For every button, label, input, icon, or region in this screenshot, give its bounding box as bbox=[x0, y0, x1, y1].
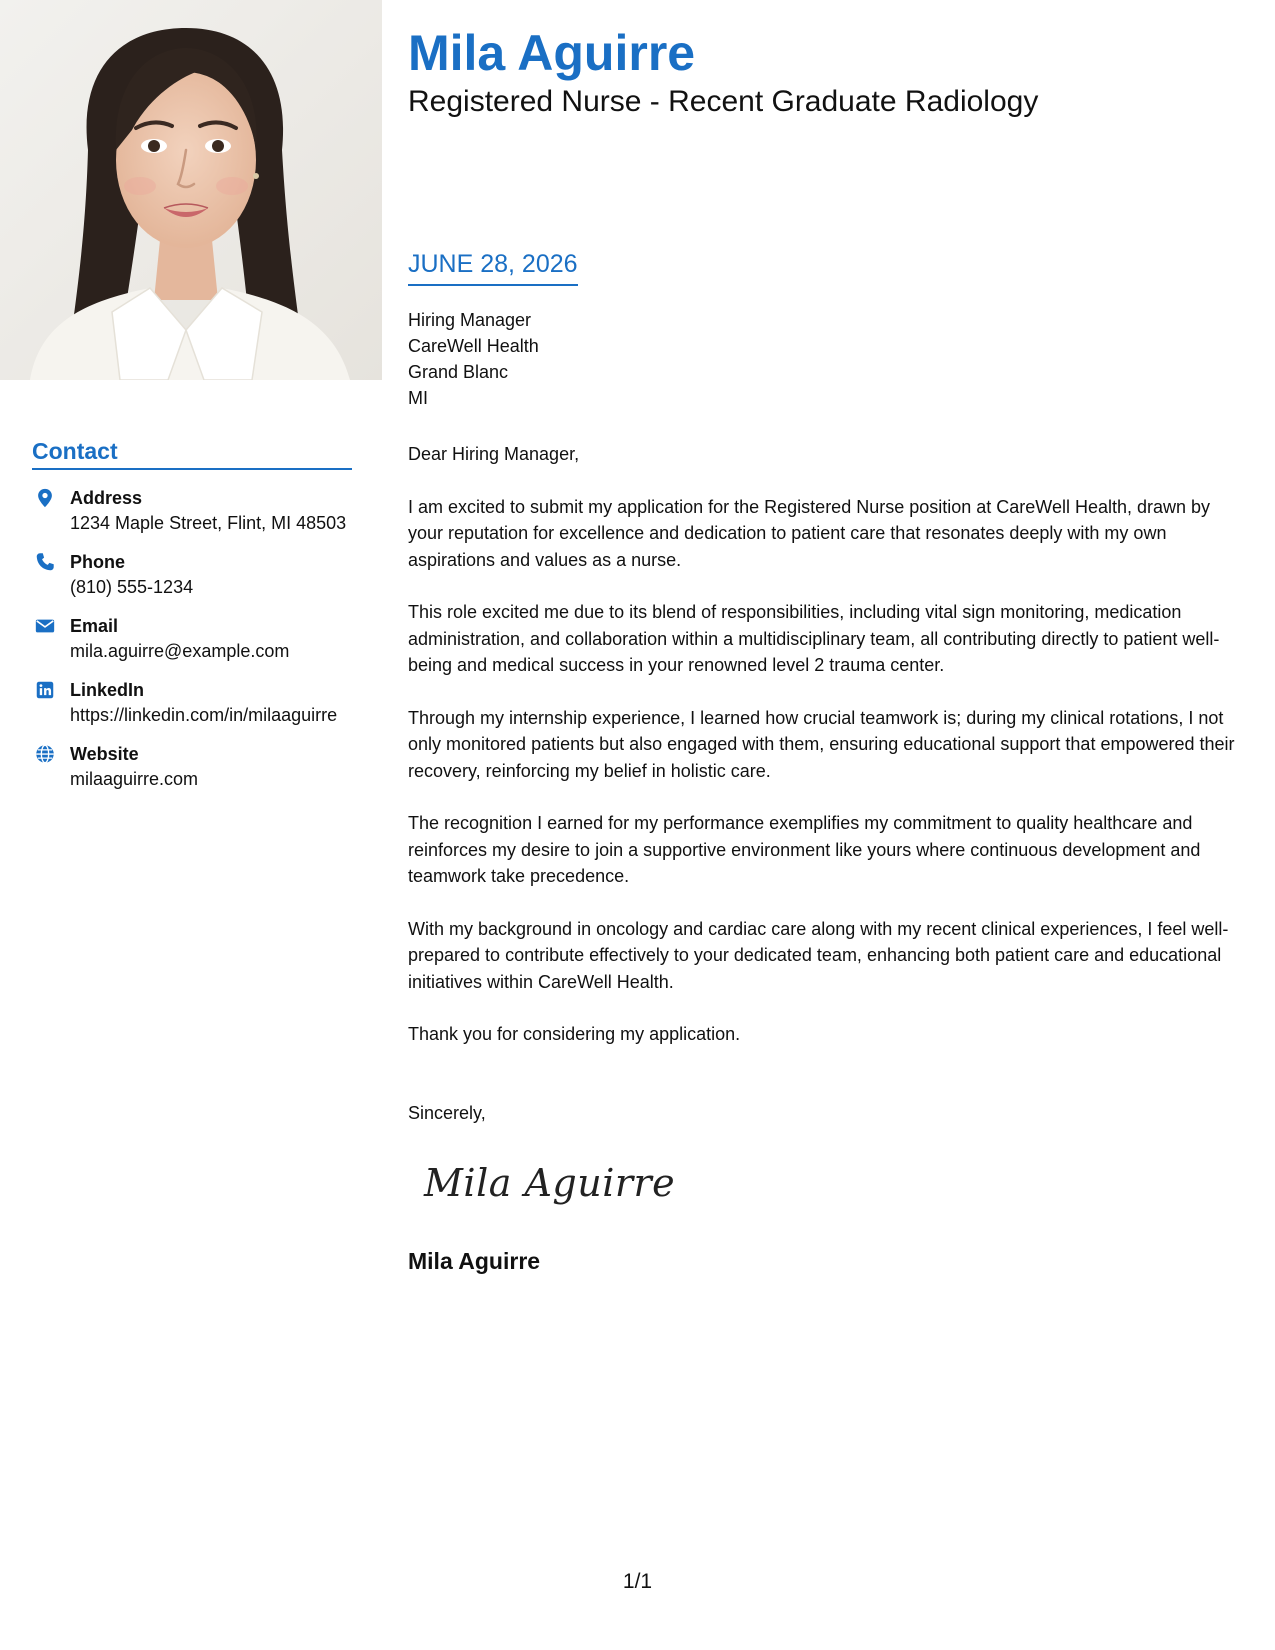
sidebar bbox=[0, 0, 382, 1650]
recipient-line: MI bbox=[408, 388, 428, 408]
phone-icon bbox=[34, 551, 56, 573]
recipient-line: Grand Blanc bbox=[408, 362, 509, 382]
salutation: Dear Hiring Manager, bbox=[408, 444, 580, 464]
letter-paragraph: With my background in oncology and cardiac care along with my recent clinical experiences, I feel well-prepared to contribute effectively to your dedicated team, enhancing both patient care and educational initiatives within CareWell Health. bbox=[408, 918, 1229, 992]
letter-date: JUNE 28, 2026 bbox=[408, 248, 578, 286]
contact-website bbox=[32, 742, 352, 792]
contact-phone bbox=[32, 550, 352, 600]
recipient-line: CareWell Health bbox=[408, 336, 539, 356]
linkedin-icon bbox=[34, 679, 56, 701]
contact-label: Address bbox=[70, 488, 143, 508]
recipient-line: Hiring Manager bbox=[408, 310, 532, 330]
job-title: Registered Nurse - Recent Graduate Radiology bbox=[408, 85, 1039, 118]
profile-photo bbox=[0, 0, 382, 380]
phone-value[interactable]: (810) 555-1234 bbox=[70, 577, 194, 597]
contact-linkedin bbox=[32, 678, 352, 728]
contact-section bbox=[32, 436, 352, 806]
location-pin-icon bbox=[34, 487, 56, 509]
contact-email bbox=[32, 614, 352, 664]
contact-address bbox=[32, 486, 352, 536]
globe-icon bbox=[34, 743, 56, 765]
page-number: 1/1 bbox=[622, 1570, 653, 1593]
letter-paragraph: The recognition I earned for my performance exemplifies my commitment to quality healthcare and reinforces my desire to join a supportive environment like yours where continuous development and teamwork take precedence. bbox=[408, 813, 1201, 886]
contact-label: LinkedIn bbox=[70, 680, 145, 700]
letter-paragraph: Thank you for considering my application. bbox=[408, 1024, 741, 1044]
contact-heading: Contact bbox=[32, 436, 352, 470]
contact-label: Website bbox=[70, 744, 139, 764]
letter-paragraph: This role excited me due to its blend of responsibilities, including vital sign monitoring, medication administration, and collaboration within a multidisciplinary team, all contributing directly to patient well-being and medical success in your renowned level 2 trauma center. bbox=[408, 602, 1220, 675]
contact-label: Email bbox=[70, 616, 119, 636]
letter-paragraph: Through my internship experience, I learned how crucial teamwork is; during my clinical rotations, I not only monitored patients but also engaged with them, ensuring educational support that empowered their recovery, reinforcing my belief in holistic care. bbox=[408, 707, 1235, 781]
signature-image bbox=[422, 1150, 722, 1220]
applicant-name: Mila Aguirre bbox=[408, 25, 696, 81]
letter-body bbox=[408, 441, 1248, 1152]
closing: Sincerely, bbox=[408, 1102, 486, 1123]
letter-paragraph: I am excited to submit my application for the Registered Nurse position at CareWell Health, drawn by your reputation for excellence and dedication to patient care that resonates deeply with my own aspirations and values as a nurse. bbox=[408, 496, 1211, 570]
recipient-block bbox=[408, 307, 539, 411]
signed-name: Mila Aguirre bbox=[408, 1248, 541, 1274]
envelope-icon bbox=[34, 615, 56, 637]
linkedin-value[interactable]: https://linkedin.com/in/milaaguirre bbox=[70, 705, 338, 725]
contact-label: Phone bbox=[70, 552, 126, 572]
signature-text: Mila Aguirre bbox=[424, 1161, 676, 1205]
email-value[interactable]: mila.aguirre@example.com bbox=[70, 641, 290, 661]
address-value: 1234 Maple Street, Flint, MI 48503 bbox=[70, 513, 347, 533]
website-value[interactable]: milaaguirre.com bbox=[70, 769, 199, 789]
